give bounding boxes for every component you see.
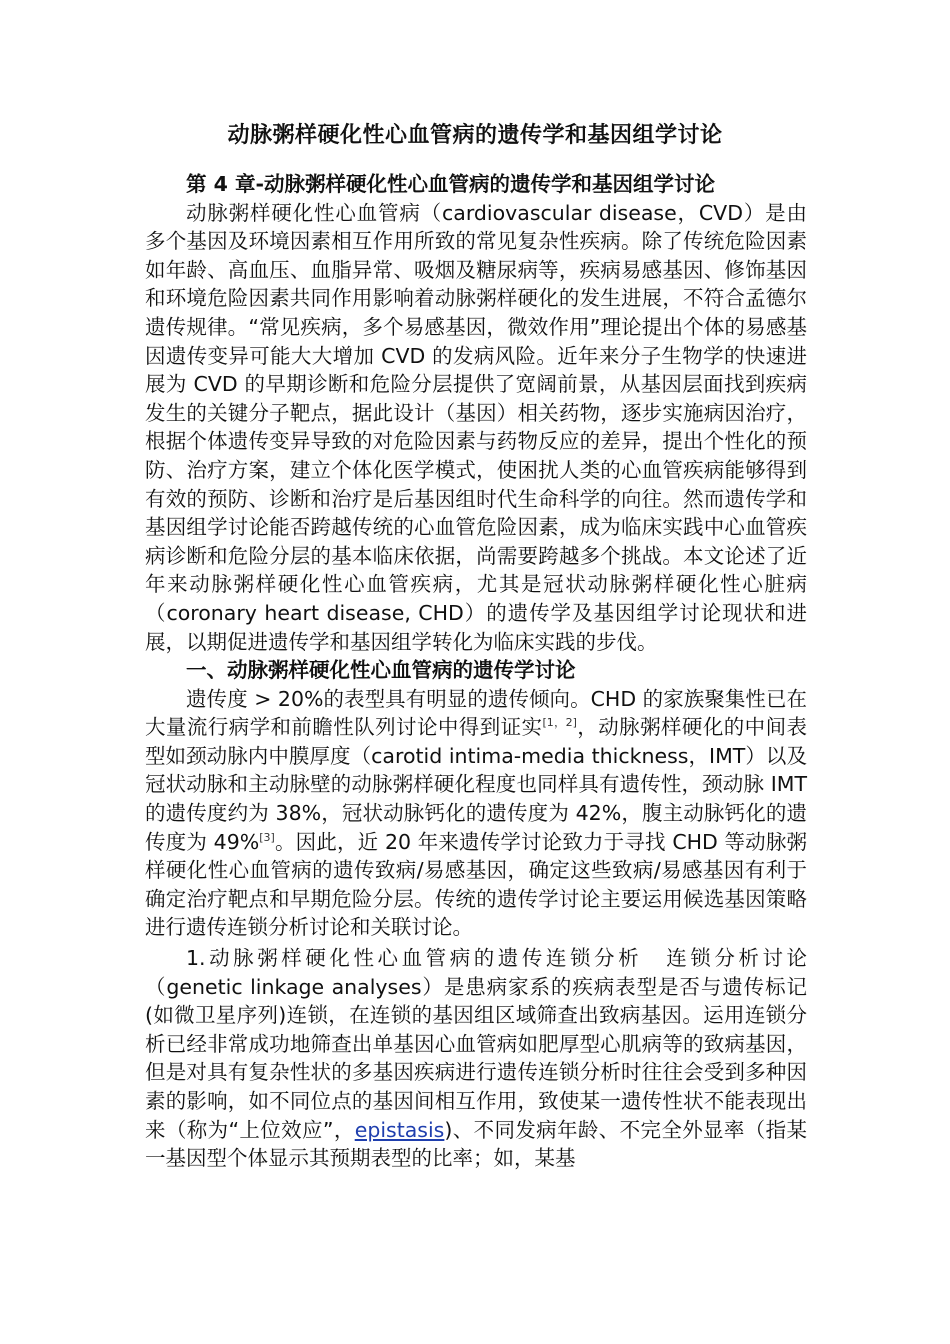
subsection1-paragraph: [145, 944, 807, 1173]
paragraph-text: 1.动脉粥样硬化性心血管病的遗传连锁分析 连锁分析讨论（genetic linkage analyses）是患病家系的疾病表型是否与遗传标记(如微卫星序列)连锁，在连锁的基因组区域筛查出致病基因。运用连锁分析已经非常成功地筛查出单基因心血管病如肥厚型心肌病等的致病基因，但是对具有复杂性状的多基因疾病进行遗传连锁分析时往往会受到多种因素的影响，如不同位点的基因间相互作用，致使某一遗传性状不能表现出来（称为“上位效应”，: [145, 946, 807, 1142]
document-title: 动脉粥样硬化性心血管病的遗传学和基因组学讨论: [227, 123, 723, 148]
document-body: [145, 170, 807, 1173]
citation-reference[interactable]: [1，2]: [542, 716, 577, 730]
chapter-heading: 第 4 章-动脉粥样硬化性心血管病的遗传学和基因组学讨论: [186, 172, 716, 196]
paragraph-text: 。因此，近 20 年来遗传学讨论致力于寻找 CHD 等动脉粥样硬化性心血管病的遗传致病/易感基因，确定这些致病/易感基因有利于确定治疗靶点和早期危险分层。传统的遗传学讨论主要运用候选基因策略进行遗传连锁分析讨论和关联讨论。: [145, 829, 807, 940]
section-heading: 一、动脉粥样硬化性心血管病的遗传学讨论: [186, 658, 576, 683]
intro-paragraph: 动脉粥样硬化性心血管病（cardiovascular disease，CVD）是由多个基因及环境因素相互作用所致的常见复杂性疾病。除了传统危险因素如年龄、高血压、血脂异常、吸烟及糖尿病等，疾病易感基因、修饰基因和环境危险因素共同作用影响着动脉粥样硬化的发生进展，不符合孟德尔遗传规律。“常见疾病，多个易感基因，微效作用”理论提出个体的易感基因遗传变异可能大大增加 CVD 的发病风险。近年来分子生物学的快速进展为 CVD 的早期诊断和危险分层提供了宽阔前景，从基因层面找到疾病发生的关键分子靶点，据此设计（基因）相关药物，逐步实施病因治疗，根据个体遗传变异导致的对危险因素与药物反应的差异，提出个性化的预防、治疗方案，建立个体化医学模式，使困扰人类的心血管疾病能够得到有效的预防、诊断和治疗是后基因组时代生命科学的向往。然而遗传学和基因组学讨论能否跨越传统的心血管危险因素，成为临床实践中心血管疾病诊断和危险分层的基本临床依据，尚需要跨越多个挑战。本文论述了近年来动脉粥样硬化性心血管疾病，尤其是冠状动脉粥样硬化性心脏病（coronary heart disease, CHD）的遗传学及基因组学讨论现状和进展，以期促进遗传学和基因组学转化为临床实践的步伐。: [145, 200, 807, 654]
epistasis-link[interactable]: epistasis: [354, 1117, 445, 1142]
section1-paragraph: [145, 685, 807, 942]
citation-reference[interactable]: [3]: [259, 830, 275, 844]
paragraph-text: ，动脉粥样硬化的中间表型如颈动脉内中膜厚度（carotid intima-media thickness，IMT）以及冠状动脉和主动脉壁的动脉粥样硬化程度也同样具有遗传性，颈动脉 IMT 的遗传度约为 38%，冠状动脉钙化的遗传度为 42%，腹主动脉钙化的遗传度为 49%: [145, 715, 807, 854]
paragraph-text: )、不同发病年龄、不完全外显率（指某一基因型个体显示其预期表型的比率；如，某基: [145, 1117, 807, 1171]
paragraph-text: 遗传度 > 20%的表型具有明显的遗传倾向。CHD 的家族聚集性已在大量流行病学和前瞻性队列讨论中得到证实: [145, 686, 807, 740]
